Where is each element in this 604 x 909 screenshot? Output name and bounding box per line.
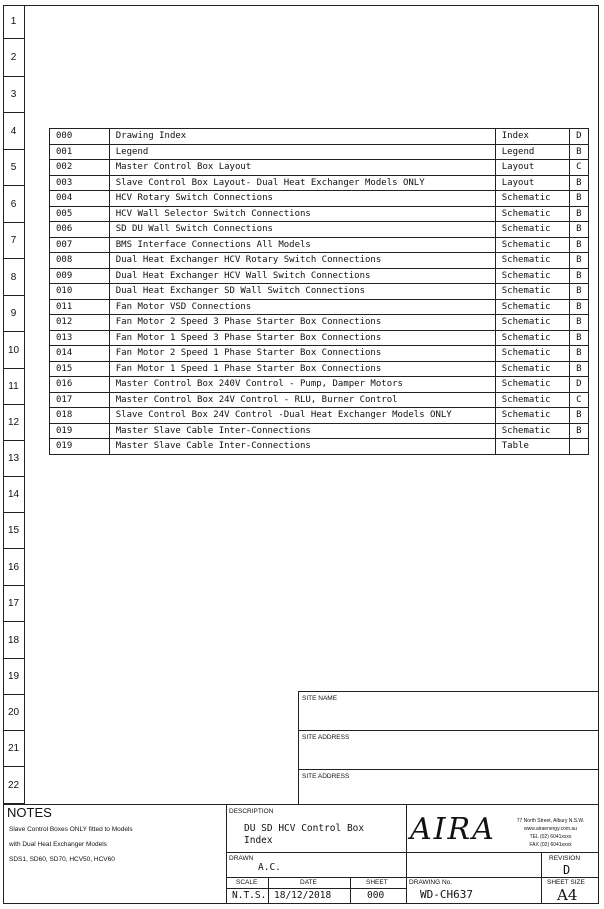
drawing-type-cell: Layout	[495, 160, 569, 176]
site-name-label: SITE NAME	[302, 695, 338, 702]
drawing-index-table	[49, 128, 589, 455]
note-line: SDS1, SD60, SD70, HCV50, HCV60	[9, 856, 115, 863]
description-line-2: Index	[244, 835, 273, 846]
address-line: FAX (02) 6041xxxx	[529, 842, 572, 848]
drawing-title-cell: Master Slave Cable Inter-Connections	[109, 439, 495, 455]
row-number	[3, 369, 24, 405]
row-number-label: 14	[7, 489, 20, 500]
drawing-number-cell: 007	[50, 237, 110, 253]
drawing-title-cell: Dual Heat Exchanger HCV Wall Switch Connections	[109, 268, 495, 284]
drawing-revision-cell: B	[569, 268, 588, 284]
drawing-type-cell: Schematic	[495, 191, 569, 207]
drawing-type-cell: Schematic	[495, 299, 569, 315]
drawing-type-cell: Schematic	[495, 392, 569, 408]
drawing-type-cell: Schematic	[495, 423, 569, 439]
row-number	[3, 39, 24, 77]
note-line: with Dual Heat Exchanger Models	[9, 841, 107, 848]
drawing-revision-cell: B	[569, 144, 588, 160]
drawing-type-cell: Schematic	[495, 237, 569, 253]
drawing-type-cell: Schematic	[495, 206, 569, 222]
address-line: TEL (02) 6041xxxx	[529, 834, 572, 840]
drawing-title-cell: HCV Wall Selector Switch Connections	[109, 206, 495, 222]
table-row	[50, 377, 589, 393]
table-row	[50, 144, 589, 160]
divider	[541, 852, 542, 904]
table-row	[50, 439, 589, 455]
description-line-1: DU SD HCV Control Box	[244, 823, 365, 834]
drawing-title-cell: BMS Interface Connections All Models	[109, 237, 495, 253]
table-row	[50, 299, 589, 315]
site-name-box	[298, 691, 599, 731]
drawing-revision-cell: D	[569, 129, 588, 145]
row-number	[3, 731, 24, 767]
row-number-label: 18	[7, 634, 20, 646]
revision-value: D	[563, 863, 571, 877]
drawing-title-cell: Master Slave Cable Inter-Connections	[109, 423, 495, 439]
row-number-label: 16	[7, 561, 20, 573]
drawing-revision-cell: B	[569, 330, 588, 346]
drawing-revision-cell: D	[569, 377, 588, 393]
drawing-revision-cell: C	[569, 392, 588, 408]
row-number-label: 11	[8, 381, 19, 392]
drawing-number-cell: 019	[50, 439, 110, 455]
row-number-label: 5	[10, 162, 17, 173]
table-row	[50, 253, 589, 269]
table-row	[50, 330, 589, 346]
table-row	[50, 346, 589, 362]
drawing-number-cell: 005	[50, 206, 110, 222]
scale-label: SCALE	[236, 879, 258, 886]
row-number-label: 9	[10, 308, 17, 319]
sheet-size-value: A4	[557, 886, 578, 904]
row-number	[3, 332, 24, 369]
drawing-type-cell: Schematic	[495, 330, 569, 346]
address-line: www.airaenergy.com.au	[524, 826, 577, 832]
row-number-label: 15	[7, 525, 20, 536]
drawing-title-cell: Master Control Box Layout	[109, 160, 495, 176]
address-line: 77 North Street, Albury N.S.W.	[516, 818, 585, 824]
drawing-title-cell: Slave Control Box 24V Control -Dual Heat Exchanger Models ONLY	[109, 408, 495, 424]
row-number-label: 7	[10, 235, 17, 246]
drawing-type-cell: Table	[495, 439, 569, 455]
row-number	[3, 767, 24, 804]
row-number-label: 1	[10, 16, 17, 27]
notes-title: NOTES	[7, 805, 52, 820]
row-number	[3, 186, 24, 223]
drawing-number-cell: 006	[50, 222, 110, 238]
row-number	[3, 259, 24, 296]
row-number-label: 12	[7, 417, 20, 428]
drawing-revision-cell: B	[569, 423, 588, 439]
sheet-size-label: SHEET SIZE	[547, 879, 585, 886]
drawing-number-cell: 004	[50, 191, 110, 207]
drawing-revision-cell: B	[569, 253, 588, 269]
drawing-revision-cell: B	[569, 222, 588, 238]
row-number-label: 13	[7, 453, 20, 464]
drawing-title-cell: Fan Motor 2 Speed 1 Phase Starter Box Connections	[109, 346, 495, 362]
row-number	[3, 113, 24, 150]
site-address-box-2	[298, 769, 599, 804]
drawing-revision-cell: B	[569, 315, 588, 331]
drawing-type-cell: Schematic	[495, 253, 569, 269]
drawing-title-cell: Fan Motor 1 Speed 1 Phase Starter Box Connections	[109, 361, 495, 377]
row-number	[3, 77, 24, 113]
row-number-label: 19	[7, 671, 20, 682]
drawing-type-cell: Schematic	[495, 222, 569, 238]
drawing-title-cell: Master Control Box 240V Control - Pump, Damper Motors	[109, 377, 495, 393]
drawing-number-cell: 014	[50, 346, 110, 362]
drawing-number-cell: 016	[50, 377, 110, 393]
divider	[226, 852, 599, 853]
drawing-revision-cell: B	[569, 408, 588, 424]
drawing-type-cell: Schematic	[495, 268, 569, 284]
date-value: 18/12/2018	[274, 890, 332, 901]
drawing-title-cell: HCV Rotary Switch Connections	[109, 191, 495, 207]
drawn-label: DRAWN	[229, 855, 254, 862]
drawing-title-cell: Legend	[109, 144, 495, 160]
scale-value: N.T.S.	[232, 890, 267, 901]
drawing-number-cell: 012	[50, 315, 110, 331]
table-row	[50, 315, 589, 331]
sheet-value: 000	[367, 890, 385, 901]
drawing-number-cell: 001	[50, 144, 110, 160]
drawing-title-cell: Dual Heat Exchanger HCV Rotary Switch Connections	[109, 253, 495, 269]
row-number	[3, 513, 24, 549]
drawing-number-cell: 019	[50, 423, 110, 439]
revision-label: REVISION	[549, 855, 581, 862]
drawing-title-cell: SD DU Wall Switch Connections	[109, 222, 495, 238]
drawing-type-cell: Schematic	[495, 361, 569, 377]
table-row	[50, 206, 589, 222]
divider	[406, 804, 407, 904]
drawing-revision-cell: B	[569, 284, 588, 300]
table-row	[50, 129, 589, 145]
site-address-box-1	[298, 730, 599, 769]
divider	[226, 888, 406, 889]
drawing-revision-cell: B	[569, 191, 588, 207]
drawing-number-cell: 017	[50, 392, 110, 408]
row-number	[3, 477, 24, 513]
row-number	[3, 622, 24, 659]
row-number-label: 17	[7, 598, 20, 609]
drawing-number-cell: 000	[50, 129, 110, 145]
drawing-revision-cell: B	[569, 346, 588, 362]
table-row	[50, 237, 589, 253]
drawing-number-cell: 015	[50, 361, 110, 377]
row-number	[3, 296, 24, 332]
date-label: DATE	[300, 879, 317, 886]
drawing-title-cell: Dual Heat Exchanger SD Wall Switch Connections	[109, 284, 495, 300]
drawing-type-cell: Index	[495, 129, 569, 145]
site-address-label: SITE ADDRESS	[302, 773, 350, 780]
drawing-revision-cell: B	[569, 206, 588, 222]
table-row	[50, 222, 589, 238]
drawing-revision-cell: C	[569, 160, 588, 176]
row-number-label: 8	[10, 271, 17, 283]
drawing-number-cell: 008	[50, 253, 110, 269]
row-number-column	[3, 5, 25, 804]
row-number	[3, 586, 24, 622]
row-number-label: 4	[10, 125, 17, 137]
drawing-type-cell: Layout	[495, 175, 569, 191]
table-row	[50, 423, 589, 439]
drawing-type-cell: Schematic	[495, 408, 569, 424]
row-number	[3, 5, 24, 39]
row-number-label: 21	[7, 743, 20, 754]
drawing-type-cell: Schematic	[495, 377, 569, 393]
drawing-revision-cell: B	[569, 361, 588, 377]
divider	[226, 804, 227, 904]
row-number	[3, 659, 24, 695]
drawing-no-value: WD-CH637	[420, 888, 473, 901]
drawing-title-cell: Fan Motor 2 Speed 3 Phase Starter Box Connections	[109, 315, 495, 331]
row-number-label: 2	[10, 52, 17, 63]
note-line: Slave Control Boxes ONLY fitted to Models	[9, 826, 133, 833]
drawing-number-cell: 009	[50, 268, 110, 284]
table-row	[50, 284, 589, 300]
row-number	[3, 150, 24, 186]
drawing-number-cell: 013	[50, 330, 110, 346]
drawing-number-cell: 010	[50, 284, 110, 300]
drawing-title-cell: Fan Motor 1 Speed 3 Phase Starter Box Connections	[109, 330, 495, 346]
drawing-number-cell: 011	[50, 299, 110, 315]
row-number	[3, 549, 24, 586]
divider	[350, 877, 351, 904]
drawing-number-cell: 002	[50, 160, 110, 176]
row-number-label: 20	[7, 707, 20, 718]
drawing-revision-cell: B	[569, 237, 588, 253]
drawing-title-cell: Master Control Box 24V Control - RLU, Burner Control	[109, 392, 495, 408]
table-row	[50, 268, 589, 284]
drawing-number-cell: 003	[50, 175, 110, 191]
site-address-label: SITE ADDRESS	[302, 734, 350, 741]
divider	[268, 877, 269, 904]
table-row	[50, 408, 589, 424]
drawing-revision-cell: B	[569, 175, 588, 191]
drawing-type-cell: Schematic	[495, 284, 569, 300]
drawing-revision-cell: B	[569, 299, 588, 315]
drawing-revision-cell	[569, 439, 588, 455]
row-number-label: 22	[7, 779, 20, 791]
row-number-label: 3	[10, 89, 17, 100]
row-number	[3, 441, 24, 477]
row-number-label: 6	[10, 198, 17, 210]
drawn-value: A.C.	[258, 862, 281, 873]
aira-logo: AIRA	[410, 812, 496, 847]
table-row	[50, 392, 589, 408]
drawing-type-cell: Schematic	[495, 315, 569, 331]
table-row	[50, 175, 589, 191]
row-number-label: 10	[7, 344, 20, 356]
table-row	[50, 160, 589, 176]
drawing-number-cell: 018	[50, 408, 110, 424]
drawing-no-label: DRAWING No.	[409, 879, 453, 886]
sheet-label: SHEET	[366, 879, 388, 886]
divider	[226, 877, 406, 878]
divider	[406, 877, 599, 878]
drawing-title-cell: Slave Control Box Layout- Dual Heat Exchanger Models ONLY	[109, 175, 495, 191]
description-label: DESCRIPTION	[229, 808, 274, 815]
table-row	[50, 191, 589, 207]
drawing-title-cell: Fan Motor VSD Connections	[109, 299, 495, 315]
table-row	[50, 361, 589, 377]
drawing-type-cell: Legend	[495, 144, 569, 160]
row-number	[3, 695, 24, 731]
row-number	[3, 223, 24, 259]
drawing-type-cell: Schematic	[495, 346, 569, 362]
row-number	[3, 405, 24, 441]
drawing-title-cell: Drawing Index	[109, 129, 495, 145]
